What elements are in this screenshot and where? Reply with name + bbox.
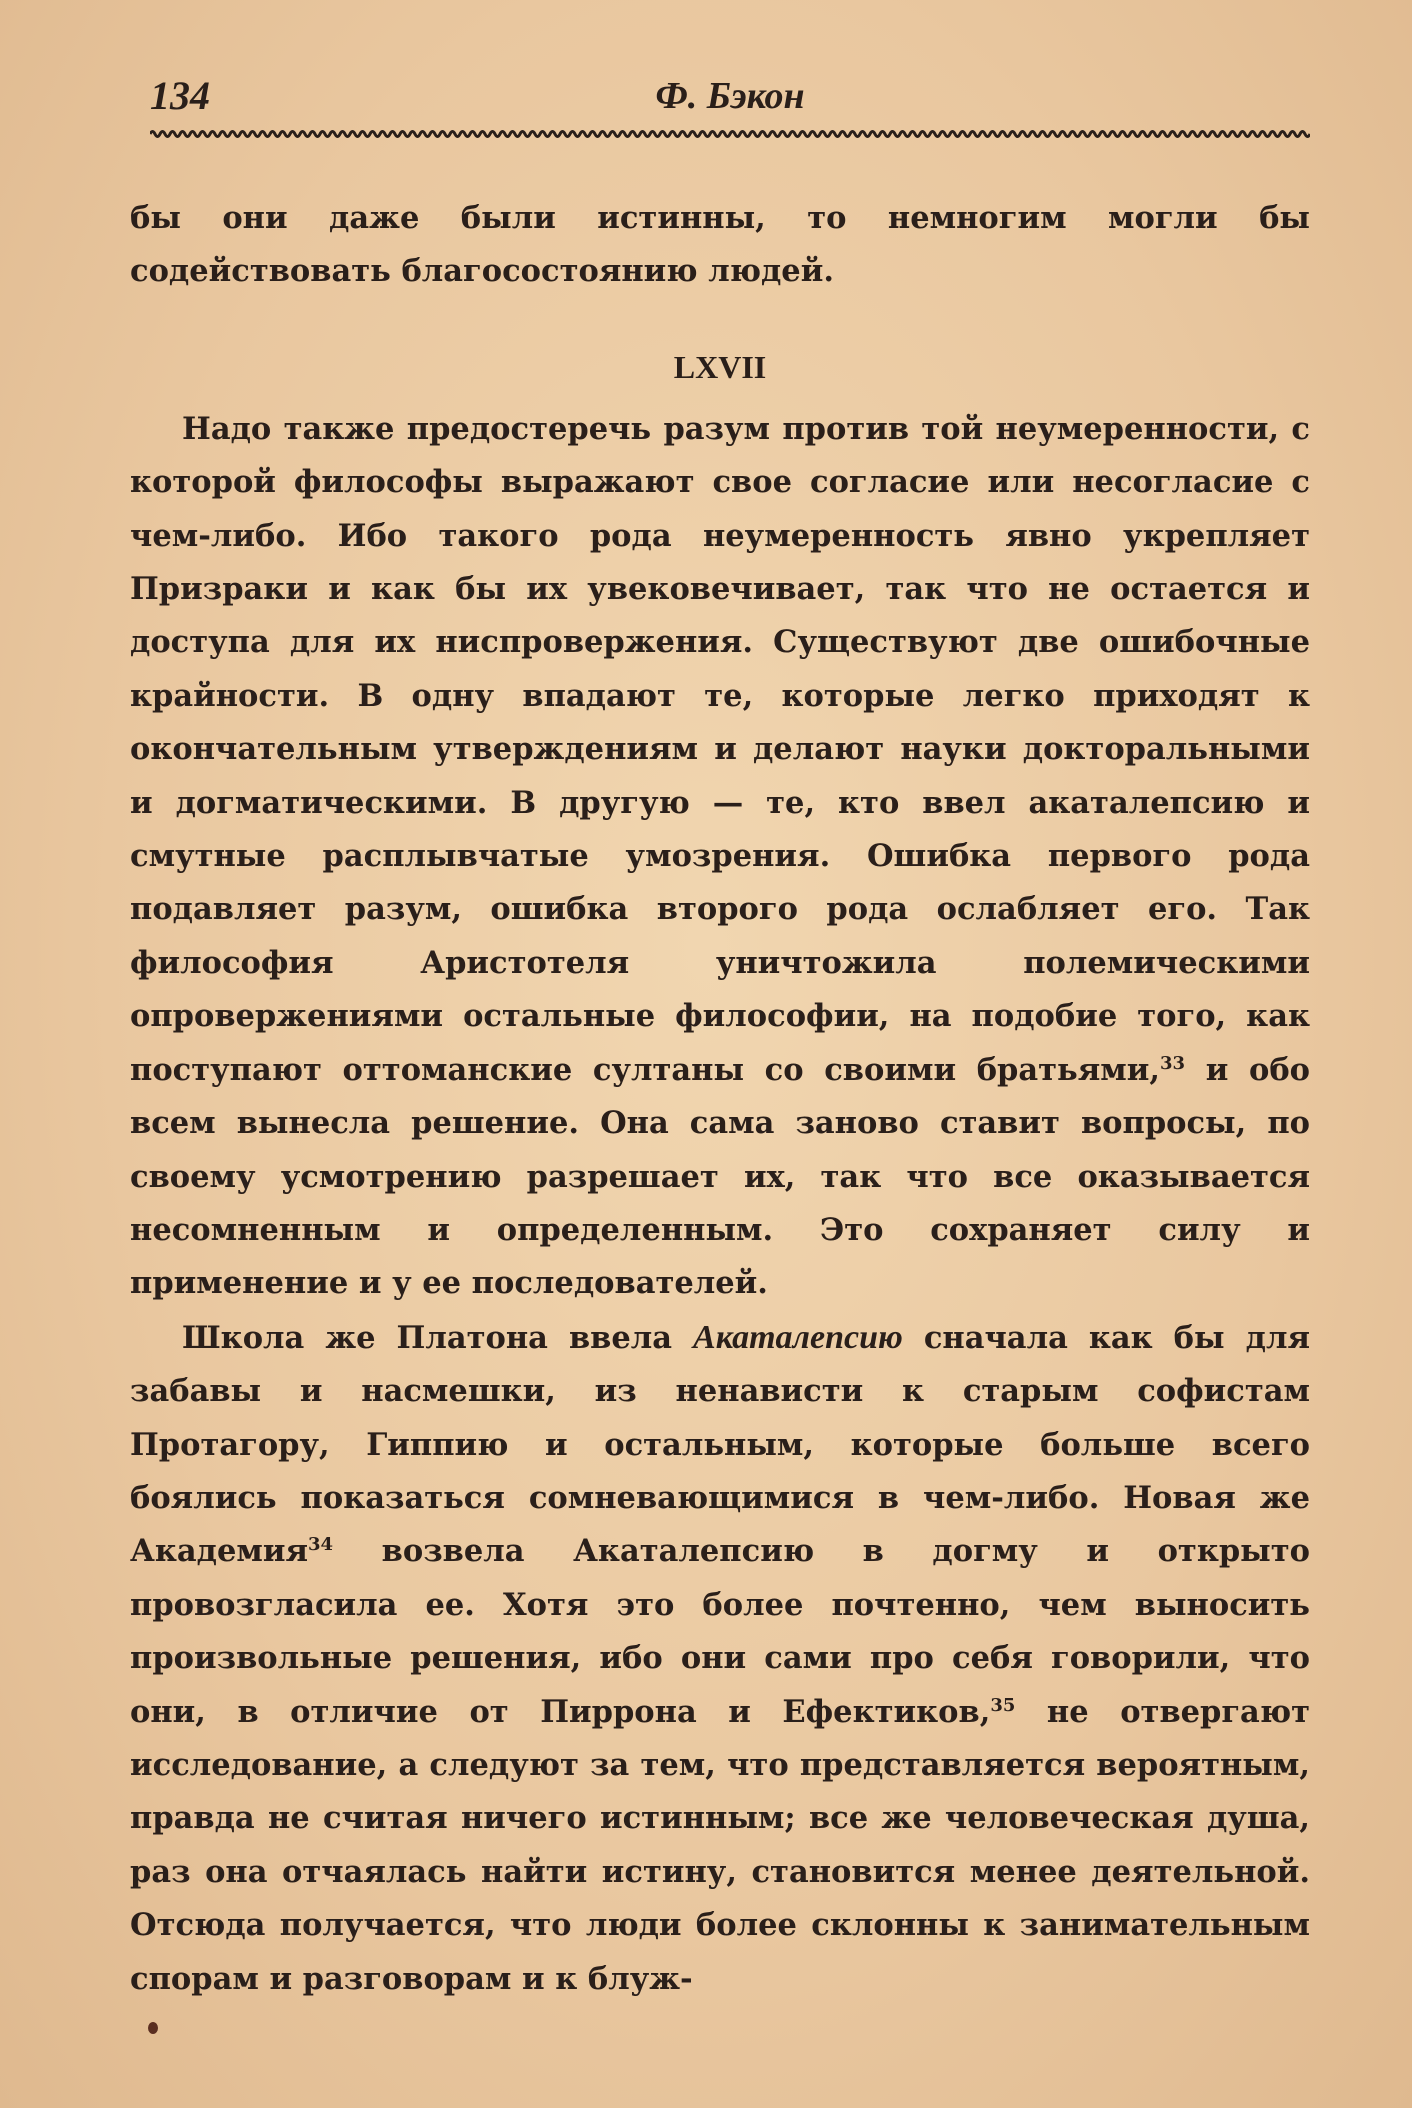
page-number: 134 bbox=[150, 73, 210, 118]
continuation-paragraph: бы они даже были истинны, то немногим могли бы содействовать благосостоянию людей. bbox=[130, 200, 1310, 290]
footnote-ref-33: 33 bbox=[1160, 1052, 1186, 1074]
section-heading: LXVII bbox=[673, 348, 767, 385]
paragraph-2-term: Акаталепсию bbox=[693, 1318, 903, 1356]
paragraph-2-mid2: возвела Акаталепсию в догму и открыто провозгласила ее. Хотя это более почтенно, чем выносить произвольные решения, ибо они сами про себя говорили, что они, в отличие от Пиррона и Ефектиков, bbox=[130, 1533, 1310, 1730]
paragraph-2-end: не отвергают исследование, а следуют за тем, что представляется вероятным, правда не считая ничего истинным; все же человеческая душа, раз она отчаялась найти истину, становится менее деятельной. Отсюда получается, что люди более склонны к занимательным спорам и разговорам и к блуж- bbox=[130, 1693, 1310, 1997]
paragraph-2-start: Школа же Платона ввела bbox=[182, 1319, 694, 1356]
paragraph-2-mid: сначала как бы для забавы и насмешки, из ненависти к старым софистам Протагору, Гиппию и остальным, которые больше всего боялись показаться сомневающимися в чем-либо. Новая же Академия bbox=[130, 1319, 1310, 1570]
footnote-ref-34: 34 bbox=[308, 1534, 334, 1556]
paragraph-1-end: и обо всем вынесла решение. Она сама заново ставит вопросы, по своему усмотрению разрешает их, так что все оказывается несомненным и определенным. Это сохраняет силу и применение и у ее последователей. bbox=[130, 1051, 1311, 1302]
paragraph-1 bbox=[130, 403, 1310, 1311]
footnote-ref-35: 35 bbox=[990, 1694, 1016, 1716]
running-title: Ф. Бэкон bbox=[655, 75, 805, 117]
body-text bbox=[130, 192, 1310, 2006]
paragraph-2 bbox=[130, 1311, 1310, 2006]
page-header bbox=[150, 72, 1310, 122]
ink-mark bbox=[148, 2022, 158, 2034]
paragraph-1-text: Надо также предостеречь разум против той неумеренности, с которой философы выражают свое согласие или несогласие с чем-либо. Ибо такого рода неумеренность явно укрепляет Призраки и как бы их увековечивает, так что не остается и доступа для их ниспровержения. Существуют две ошибочные крайности. В одну впадают те, которые легко приходят к окончательным утверждениям и делают науки доктoральными и догматическими. В другую — те, кто ввел акаталепсию и смутные расплывчатые умозрения. Ошибка первого рода подавляет разум, ошибка второго рода ослабляет его. Так философия Аристотеля уничтожила полемическими опровержениями остальные философии, на подобие того, как поступают оттоманские султаны со своими братьями, bbox=[130, 410, 1310, 1088]
header-wavy-rule bbox=[150, 128, 1310, 140]
